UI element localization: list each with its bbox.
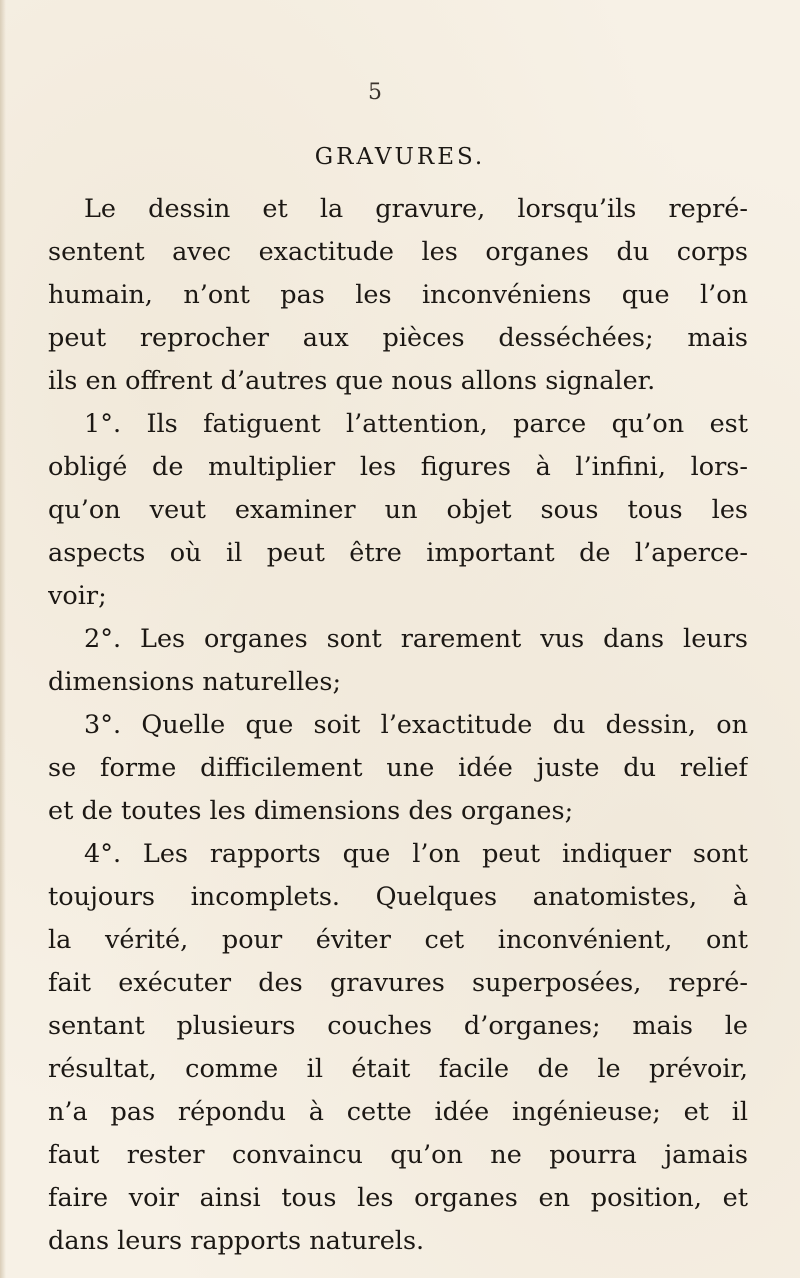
text-line: se forme difficilement une idée juste du relief: [48, 753, 748, 783]
text-line: fait exécuter des gravures superposées, repré-: [48, 968, 748, 998]
text-line: toujours incomplets. Quelques anatomistes, à: [48, 882, 748, 912]
text-line: faire voir ainsi tous les organes en position, et: [48, 1183, 748, 1213]
text-line: dans leurs rapports naturels.: [48, 1226, 425, 1256]
text-line: qu’on veut examiner un objet sous tous les: [48, 495, 748, 525]
body-text: [48, 188, 748, 1263]
text-line: n’a pas répondu à cette idée ingénieuse; et il: [48, 1097, 748, 1127]
page-binding-edge: [0, 0, 6, 1278]
text-line: et de toutes les dimensions des organes;: [48, 796, 574, 826]
section-heading: GRAVURES.: [314, 144, 486, 170]
text-line: peut reprocher aux pièces desséchées; mais: [48, 323, 748, 353]
text-line: voir;: [48, 581, 107, 611]
text-line: 3°. Quelle que soit l’exactitude du dessin, on: [84, 710, 748, 740]
text-line: humain, n’ont pas les inconvéniens que l’on: [48, 280, 748, 310]
text-line: la vérité, pour éviter cet inconvénient, ont: [48, 925, 748, 955]
text-line: faut rester convaincu qu’on ne pourra jamais: [48, 1140, 748, 1170]
text-line: ils en offrent d’autres que nous allons signaler.: [48, 366, 656, 396]
text-line: sentant plusieurs couches d’organes; mais le: [48, 1011, 748, 1041]
text-line: résultat, comme il était facile de le prévoir,: [48, 1054, 748, 1084]
page-number: 5: [368, 80, 382, 105]
text-line: 4°. Les rapports que l’on peut indiquer sont: [84, 839, 748, 869]
text-line: Le dessin et la gravure, lorsqu’ils repré-: [84, 194, 748, 224]
text-line: dimensions naturelles;: [48, 667, 342, 697]
text-line: obligé de multiplier les figures à l’infini, lors-: [48, 452, 748, 482]
text-line: sentent avec exactitude les organes du corps: [48, 237, 748, 267]
text-line: aspects où il peut être important de l’aperce-: [48, 538, 748, 568]
text-line: 2°. Les organes sont rarement vus dans leurs: [84, 624, 748, 654]
text-line: 1°. Ils fatiguent l’attention, parce qu’on est: [84, 409, 748, 439]
